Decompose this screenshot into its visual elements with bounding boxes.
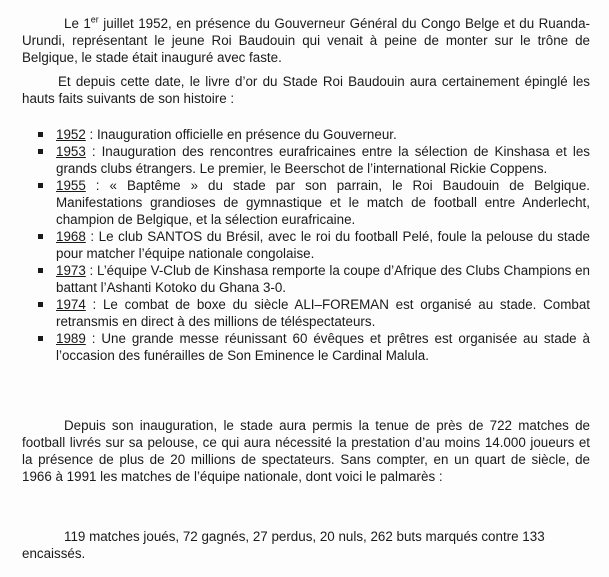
bullet-icon [38, 302, 43, 307]
history-intro-text: Et depuis cette date, le livre d’or du Stade Roi Baudouin aura certainement épinglé les hauts faits suivants de son histoire : [22, 74, 590, 106]
event-item [38, 143, 590, 177]
event-year: 1955 [56, 178, 86, 193]
bullet-icon [38, 183, 43, 188]
event-year: 1973 [56, 263, 86, 278]
event-item [38, 262, 590, 296]
bullet-icon [38, 149, 43, 154]
event-item [38, 126, 590, 143]
ordinal-superscript: er [90, 14, 99, 25]
bullet-icon [38, 336, 43, 341]
intro-paragraph [22, 15, 590, 66]
event-text: : « Baptême » du stade par son parrain, le Roi Baudouin de Belgique. Manifestations grandioses de gymnastique et le match de football entre Anderlecht, champion de Belgique, et la sélection eurafricaine. [56, 178, 590, 227]
event-year: 1968 [56, 229, 86, 244]
event-item [38, 177, 590, 228]
bullet-icon [38, 132, 43, 137]
event-item [38, 228, 590, 262]
event-text: : Inauguration officielle en présence du Gouverneur. [85, 127, 397, 142]
summary-text: Depuis son inauguration, le stade aura permis la tenue de près de 722 matches de football livrés sur sa pelouse, ce qui aura nécessité la prestation d’au moins 14.000 joueurs et la présence de plus de 20 millions de spectateurs. Sans compter, en un quart de siècle, de 1966 à 1991 les matches de l’équipe nationale, dont voici le palmarès : [22, 418, 590, 484]
event-text: : Le combat de boxe du siècle ALI–FOREMAN est organisé au stade. Combat retransmis en direct à des millions de téléspectateurs. [56, 297, 590, 329]
event-year: 1952 [56, 127, 86, 142]
history-intro-paragraph [22, 73, 590, 107]
event-item [38, 330, 590, 364]
event-item [38, 296, 590, 330]
event-text: : Le club SANTOS du Brésil, avec le roi du football Pelé, foule la pelouse du stade pour matcher l’équipe nationale congolaise. [56, 229, 590, 261]
intro-text-start: Le 1 [64, 16, 91, 31]
record-paragraph [22, 528, 590, 562]
bullet-icon [38, 268, 43, 273]
event-year: 1974 [56, 297, 86, 312]
summary-paragraph [22, 417, 590, 485]
events-list [38, 126, 590, 364]
intro-text-rest: juillet 1952, en présence du Gouverneur Général du Congo Belge et du Ruanda-Urundi, représentant le jeune Roi Baudouin qui venait à peine de monter sur le trône de Belgique, le stade était inauguré avec faste. [22, 16, 590, 65]
event-year: 1989 [56, 331, 86, 346]
event-text: : L’équipe V-Club de Kinshasa remporte la coupe d’Afrique des Clubs Champions en battant l’Ashanti Kotoko du Ghana 3-0. [56, 263, 590, 295]
bullet-icon [38, 234, 43, 239]
event-text: : Une grande messe réunissant 60 évêques et prêtres est organisée au stade à l’occasion des funérailles de Son Eminence le Cardinal Malula. [56, 331, 590, 363]
event-text: : Inauguration des rencontres eurafricaines entre la sélection de Kinshasa et les grands clubs étrangers. Le premier, le Beerschot de l’international Rickie Coppens. [56, 144, 590, 176]
event-year: 1953 [56, 144, 86, 159]
record-text: 119 matches joués, 72 gagnés, 27 perdus, 20 nuls, 262 buts marqués contre 133 encaissés. [22, 529, 545, 561]
